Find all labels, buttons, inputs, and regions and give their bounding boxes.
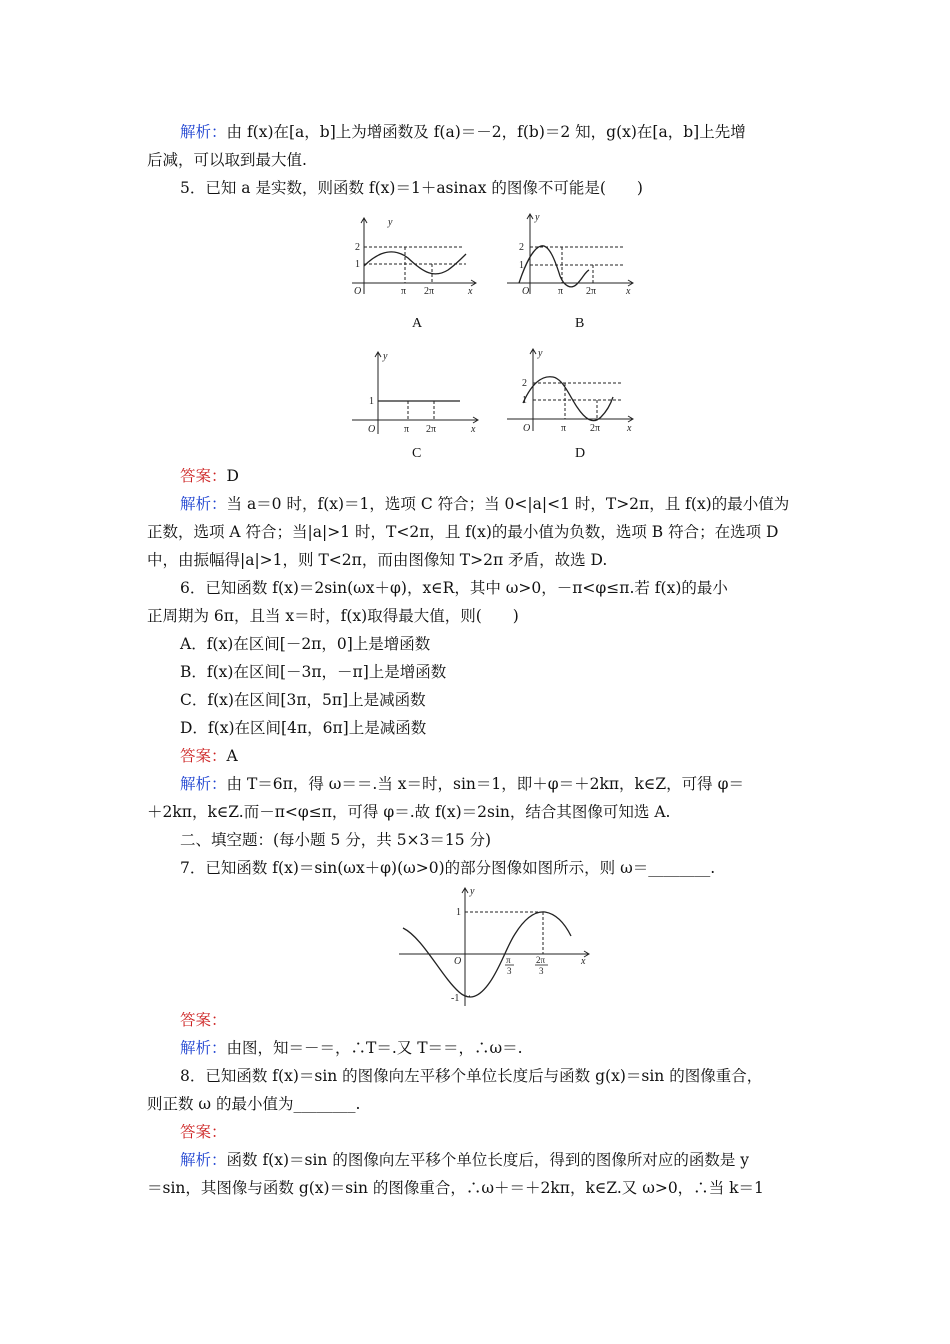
line-8 xyxy=(147,606,519,626)
line-text: A．f(x)在区间[－2π，0]上是增函数 xyxy=(180,635,431,653)
line-text: D xyxy=(226,467,239,485)
line-text: ＝sin，其图像与函数 g(x)＝sin 的图像重合，∴ω＋＝＋2kπ，k∈Z.又 ω>0，∴当 k＝1 xyxy=(147,1179,764,1197)
x-tick: 2π xyxy=(426,424,437,435)
analysis-tag: 解析： xyxy=(180,495,227,513)
analysis-tag: 解析： xyxy=(180,775,227,793)
line-text: 正数，选项 A 符合；当|a|>1 时，T<2π，且 f(x)的最小值为负数，选项 B 符合；在选项 D xyxy=(147,523,779,541)
line-text: 正周期为 6π，且当 x＝时，f(x)取得最大值，则( ) xyxy=(147,607,519,625)
y-tick: 2 xyxy=(522,378,527,389)
section-heading xyxy=(180,830,491,850)
question-5 xyxy=(180,178,643,198)
line-text: 7．已知函数 f(x)＝sin(ωx＋φ)(ω>0)的部分图像如图所示，则 ω＝________. xyxy=(180,859,716,877)
line-text: A xyxy=(226,747,238,765)
line-text: D．f(x)在区间[4π，6π]上是减函数 xyxy=(180,719,427,737)
figure-b xyxy=(505,210,637,296)
x-tick: 2π xyxy=(590,423,601,434)
question-8 xyxy=(180,1066,762,1086)
x-tick: π xyxy=(561,423,567,434)
y-tick-top: 1 xyxy=(456,907,461,918)
figure-a-label: A xyxy=(412,316,423,331)
figure-b-label: B xyxy=(575,316,585,331)
line-text: 当 a＝0 时，f(x)＝1，选项 C 符合；当 0<|a|<1 时，T>2π，且 f(x)的最小值为 xyxy=(226,495,790,513)
answer-tag: 答案： xyxy=(180,1011,227,1029)
option-b xyxy=(180,662,446,682)
origin-label: O xyxy=(522,286,530,296)
x-tick-num: 2π xyxy=(536,955,546,965)
line-text: 中，由振幅得|a|>1，则 T<2π，而由图像知 T>2π 矛盾，故选 D. xyxy=(147,551,608,569)
line-21 xyxy=(147,1094,360,1114)
x-axis-label: x xyxy=(626,286,631,296)
figure-c xyxy=(350,348,482,438)
x-axis-label: x xyxy=(468,286,473,296)
figure-q7 xyxy=(395,884,595,1008)
line-15 xyxy=(147,802,670,822)
answer-5 xyxy=(180,466,239,486)
answer-6 xyxy=(180,746,238,766)
origin-label: O xyxy=(523,423,531,434)
line-text: 后减，可以取到最大值. xyxy=(147,151,307,169)
x-tick: π xyxy=(404,424,410,435)
line-text: 二、填空题：(每小题 5 分，共 5×3＝15 分) xyxy=(180,831,492,849)
line-text: 8．已知函数 f(x)＝sin 的图像向左平移个单位长度后与函数 g(x)＝sin 的图像重合， xyxy=(180,1067,763,1085)
option-a xyxy=(180,634,430,654)
line-1 xyxy=(147,150,307,170)
line-text: 由 f(x)在[a，b]上为增函数及 f(a)＝－2，f(b)＝2 知，g(x)在[a，b]上先增 xyxy=(226,123,746,141)
figure-a xyxy=(350,214,480,296)
line-14 xyxy=(180,774,744,794)
line-text: 则正数 ω 的最小值为________. xyxy=(147,1095,361,1113)
answer-tag: 答案： xyxy=(180,1123,227,1141)
line-19 xyxy=(180,1038,523,1058)
question-6 xyxy=(180,578,728,598)
line-text: C．f(x)在区间[3π，5π]上是减函数 xyxy=(180,691,426,709)
line-6 xyxy=(147,550,607,570)
figure-d-label: D xyxy=(575,446,586,461)
y-axis-label: y xyxy=(535,212,540,223)
x-tick: π xyxy=(401,286,407,296)
analysis-tag: 解析： xyxy=(180,123,227,141)
x-tick-den: 3 xyxy=(539,966,544,976)
answer-tag: 答案： xyxy=(180,467,227,485)
line-24 xyxy=(147,1178,764,1198)
x-axis-label: x xyxy=(471,424,476,435)
answer-7 xyxy=(180,1010,227,1030)
line-text: B．f(x)在区间[－3π，－π]上是增函数 xyxy=(180,663,447,681)
origin-label: O xyxy=(368,424,376,435)
y-axis-label: y xyxy=(383,351,388,362)
y-axis-label: y xyxy=(388,217,393,228)
x-tick: 2π xyxy=(424,286,435,296)
line-text: 6．已知函数 f(x)＝2sin(ωx＋φ)，x∈R，其中 ω>0，－π<φ≤π.若 f(x)的最小 xyxy=(180,579,728,597)
answer-8 xyxy=(180,1122,227,1142)
line-text: 5．已知 a 是实数，则函数 f(x)＝1＋asinax 的图像不可能是( ) xyxy=(180,179,643,197)
origin-label: O xyxy=(454,956,462,967)
question-7 xyxy=(180,858,715,878)
x-tick-num: π xyxy=(506,955,511,965)
line-4 xyxy=(180,494,789,514)
x-axis-label: x xyxy=(581,956,586,967)
option-d xyxy=(180,718,426,738)
answer-tag: 答案： xyxy=(180,747,227,765)
line-text: 由图，知＝－＝，∴T＝.又 T＝＝，∴ω＝. xyxy=(226,1039,523,1057)
option-c xyxy=(180,690,426,710)
figure-d xyxy=(505,345,637,435)
origin-label: O xyxy=(354,286,362,296)
line-23 xyxy=(180,1150,749,1170)
y-axis-label: y xyxy=(470,886,475,897)
y-tick: 1 xyxy=(355,259,360,270)
y-tick: 1 xyxy=(519,260,524,271)
x-tick: 2π xyxy=(586,286,597,296)
y-tick: 1 xyxy=(369,396,374,407)
line-text: 由 T＝6π，得 ω＝＝.当 x＝时，sin＝1，即＋φ＝＋2kπ，k∈Z，可得 φ＝ xyxy=(226,775,744,793)
y-tick: 2 xyxy=(355,242,360,253)
x-tick: π xyxy=(558,286,564,296)
line-5 xyxy=(147,522,778,542)
x-axis-label: x xyxy=(627,423,632,434)
figure-c-label: C xyxy=(412,446,422,461)
y-axis-label: y xyxy=(538,348,543,359)
analysis-tag: 解析： xyxy=(180,1039,227,1057)
analysis-tag: 解析： xyxy=(180,1151,227,1169)
y-tick: 2 xyxy=(519,242,524,253)
line-0 xyxy=(180,122,746,142)
y-tick: 1 xyxy=(522,395,527,406)
y-tick-bottom: -1 xyxy=(451,993,460,1004)
line-text: ＋2kπ，k∈Z.而－π<φ≤π，可得 φ＝.故 f(x)＝2sin，结合其图像可知选 A. xyxy=(147,803,671,821)
line-text: 函数 f(x)＝sin 的图像向左平移个单位长度后，得到的图像所对应的函数是 y xyxy=(226,1151,750,1169)
x-tick-den: 3 xyxy=(507,966,512,976)
